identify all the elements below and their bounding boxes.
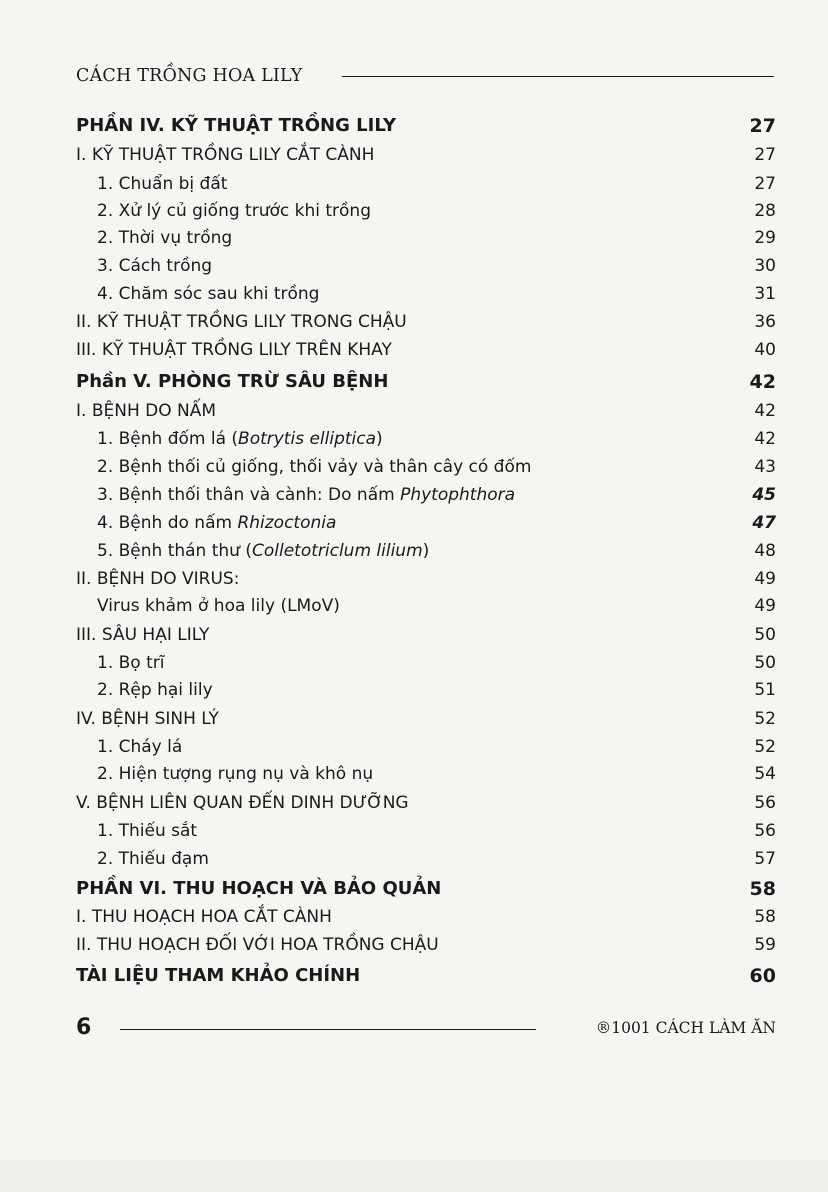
toc-entry — [97, 197, 776, 225]
toc-entry-title — [97, 592, 340, 620]
toc-entry-page-number: 29 — [754, 228, 776, 248]
toc-entry-title-text: 1. Cháy lá — [97, 737, 183, 757]
toc-entry-title-text: III. SÂU HẠI LILY — [76, 625, 210, 645]
toc-entry-title-text: Phần V. PHÒNG TRỪ SÂU BỆNH — [76, 371, 389, 392]
toc-entry-scientific-name: Botrytis elliptica — [238, 429, 377, 449]
toc-entry-page-number: 42 — [754, 401, 776, 421]
toc-entry — [76, 875, 776, 903]
toc-entry — [76, 789, 776, 817]
toc-entry-title-suffix: ) — [376, 429, 383, 449]
toc-entry — [97, 733, 776, 761]
toc-entry-title — [76, 308, 407, 336]
toc-entry — [97, 509, 776, 537]
toc-entry-title-text: 2. Thời vụ trồng — [97, 228, 233, 248]
toc-entry-title-text: 2. Hiện tượng rụng nụ và khô nụ — [97, 764, 374, 784]
toc-entry-title-text: TÀI LIỆU THAM KHẢO CHÍNH — [76, 965, 361, 986]
page-footer — [76, 1015, 776, 1049]
toc-entry-title — [97, 537, 429, 565]
page-number: 6 — [76, 1015, 92, 1040]
toc-entry-page-number: 28 — [754, 201, 776, 221]
toc-entry — [76, 336, 776, 364]
toc-entry-title-text: 1. Bệnh đốm lá ( — [97, 429, 239, 449]
toc-entry-page-number: 49 — [754, 569, 776, 589]
toc-entry-title-text: I. BỆNH DO NẤM — [76, 401, 217, 421]
footer-rule — [120, 1029, 536, 1030]
toc-entry-title-text: I. THU HOẠCH HOA CẮT CÀNH — [76, 907, 332, 927]
toc-entry-title — [97, 252, 212, 280]
toc-entry-title — [97, 170, 227, 198]
toc-entry-page-number: 45 — [752, 485, 776, 505]
toc-entry-title-text: 2. Xử lý củ giống trước khi trồng — [97, 201, 371, 221]
toc-entry-page-number: 50 — [754, 653, 776, 673]
toc-entry-page-number: 57 — [754, 849, 776, 869]
toc-entry-page-number: 48 — [754, 541, 776, 561]
toc-entry-title-text: 5. Bệnh thán thư ( — [97, 541, 252, 561]
toc-entry-title-suffix: ) — [422, 541, 430, 561]
toc-entry-title — [76, 931, 439, 959]
toc-entry-page-number: 58 — [749, 878, 776, 900]
toc-entry-title — [97, 733, 182, 761]
toc-entry-title — [76, 397, 216, 425]
toc-entry-title-text: II. KỸ THUẬT TRỒNG LILY TRONG CHẬU — [76, 312, 407, 332]
toc-entry — [97, 252, 776, 280]
running-header-title: CÁCH TRỒNG HOA LILY — [76, 66, 303, 86]
toc-entry-page-number: 50 — [754, 625, 776, 645]
toc-entry — [76, 903, 776, 931]
toc-entry-page-number: 51 — [754, 680, 776, 700]
toc-entry-title-text: 2. Thiếu đạm — [97, 849, 209, 869]
toc-entry-title — [97, 845, 209, 873]
toc-entry — [76, 112, 776, 140]
toc-entry-title-text: 2. Rệp hại lily — [97, 680, 213, 700]
toc-entry-page-number: 54 — [754, 764, 776, 784]
toc-entry-title-text: 4. Chăm sóc sau khi trồng — [97, 284, 320, 304]
toc-entry-title — [97, 817, 197, 845]
toc-entry-title — [97, 425, 383, 453]
toc-entry-title — [76, 112, 396, 140]
toc-entry — [97, 453, 776, 481]
toc-entry-page-number: 31 — [754, 284, 776, 304]
toc-entry-title-text: PHẦN IV. KỸ THUẬT TRỒNG LILY — [76, 115, 397, 136]
toc-entry-page-number: 56 — [754, 793, 776, 813]
toc-entry-page-number: 52 — [754, 709, 776, 729]
toc-entry-page-number: 47 — [752, 513, 776, 533]
toc-entry-page-number: 27 — [754, 174, 776, 194]
toc-entry-title-text: PHẦN VI. THU HOẠCH VÀ BẢO QUẢN — [76, 878, 442, 899]
toc-entry-title — [76, 875, 441, 903]
toc-entry-page-number: 43 — [754, 457, 776, 477]
toc-entry — [97, 280, 776, 308]
toc-entry-title-text: 3. Bệnh thối thân và cành: Do nấm — [97, 485, 401, 505]
toc-entry-title — [97, 453, 531, 481]
toc-entry-title-text: 3. Cách trồng — [97, 256, 213, 276]
toc-entry — [97, 425, 776, 453]
toc-entry-title — [76, 368, 388, 396]
toc-entry-page-number: 42 — [754, 429, 776, 449]
toc-entry-page-number: 40 — [754, 340, 776, 360]
toc-entry — [97, 170, 776, 198]
toc-entry — [76, 308, 776, 336]
toc-entry-page-number: 59 — [754, 935, 776, 955]
toc-entry-title — [97, 509, 336, 537]
toc-entry-page-number: 30 — [754, 256, 776, 276]
toc-entry — [97, 592, 776, 620]
toc-entry-title — [76, 141, 374, 169]
toc-entry-page-number: 36 — [754, 312, 776, 332]
toc-entry-title-text: I. KỸ THUẬT TRỒNG LILY CẮT CÀNH — [76, 145, 375, 165]
toc-entry-title — [97, 481, 515, 509]
toc-entry-title-text: V. BỆNH LIÊN QUAN ĐẾN DINH DƯỠNG — [76, 793, 409, 813]
toc-entry-title — [76, 621, 209, 649]
toc-entry — [97, 537, 776, 565]
toc-entry — [76, 141, 776, 169]
toc-entry — [76, 565, 776, 593]
toc-entry — [97, 676, 776, 704]
toc-entry-scientific-name: Phytophthora — [400, 485, 516, 505]
toc-entry — [97, 817, 776, 845]
toc-entry-title-text: 1. Chuẩn bị đất — [97, 174, 228, 194]
toc-entry — [76, 931, 776, 959]
toc-entry-title — [76, 789, 409, 817]
toc-entry-page-number: 58 — [754, 907, 776, 927]
toc-entry-title — [76, 565, 239, 593]
toc-entry-page-number: 52 — [754, 737, 776, 757]
toc-entry-scientific-name: Rhizoctonia — [237, 513, 337, 533]
series-brand: ®1001 CÁCH LÀM ĂN — [595, 1019, 776, 1037]
toc-entry-page-number: 60 — [749, 965, 776, 987]
toc-entry-page-number: 27 — [749, 115, 776, 137]
toc-entry-title — [97, 224, 232, 252]
toc-entry-title-text: 4. Bệnh do nấm — [97, 513, 238, 533]
toc-entry-page-number: 42 — [749, 371, 776, 393]
toc-entry-title — [97, 280, 319, 308]
toc-entry — [76, 705, 776, 733]
toc-entry-scientific-name: Colletotriclum lilium — [251, 541, 423, 561]
toc-entry-title — [76, 903, 332, 931]
toc-entry-title-text: Virus khảm ở hoa lily (LMoV) — [97, 596, 340, 616]
toc-entry — [97, 481, 776, 509]
toc-entry-title-text: II. THU HOẠCH ĐỐI VỚI HOA TRỒNG CHẬU — [76, 935, 439, 955]
toc-entry — [76, 962, 776, 990]
toc-entry-title — [76, 962, 360, 990]
toc-entry — [97, 760, 776, 788]
toc-entry-title — [76, 336, 392, 364]
toc-entry — [97, 845, 776, 873]
toc-entry — [76, 397, 776, 425]
toc-entry — [76, 621, 776, 649]
toc-entry-title-text: III. KỸ THUẬT TRỒNG LILY TRÊN KHAY — [76, 340, 392, 360]
toc-entry-title-text: 1. Thiếu sắt — [97, 821, 198, 841]
toc-entry — [97, 649, 776, 677]
toc-entry-title-text: IV. BỆNH SINH LÝ — [76, 709, 219, 729]
toc-entry — [76, 368, 776, 396]
scan-bottom-edge — [0, 1160, 828, 1192]
toc-entry-title-text: 2. Bệnh thối củ giống, thối vảy và thân cây có đốm — [97, 457, 532, 477]
toc-entry-title — [97, 197, 371, 225]
toc-entry-title — [97, 649, 164, 677]
toc-entry-title — [76, 705, 219, 733]
toc-entry-page-number: 49 — [754, 596, 776, 616]
toc-entry-page-number: 56 — [754, 821, 776, 841]
toc-entry-title — [97, 676, 213, 704]
toc-entry-title — [97, 760, 373, 788]
toc-entry-title-text: 1. Bọ trĩ — [97, 653, 165, 673]
toc-entry-page-number: 27 — [754, 145, 776, 165]
toc-entry-title-text: II. BỆNH DO VIRUS: — [76, 569, 240, 589]
toc-entry — [97, 224, 776, 252]
